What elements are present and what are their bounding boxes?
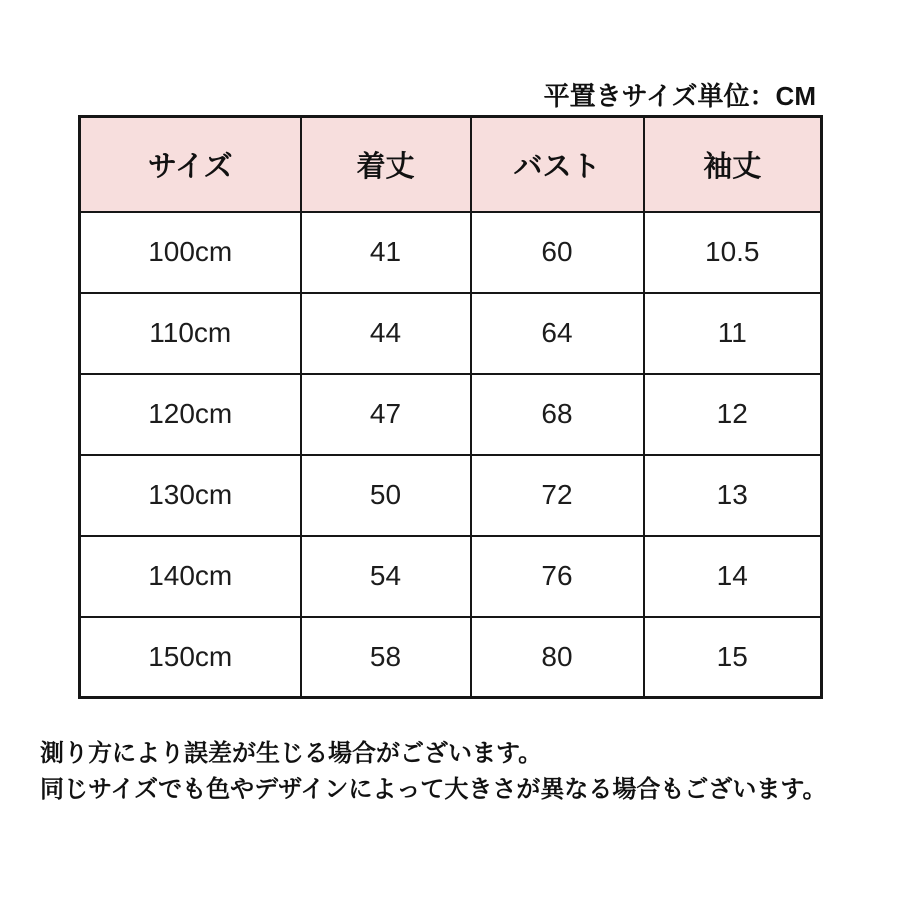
cell-body-length: 58 bbox=[301, 617, 471, 698]
table-row bbox=[80, 374, 822, 455]
cell-sleeve-length: 15 bbox=[644, 617, 822, 698]
cell-bust: 68 bbox=[471, 374, 644, 455]
cell-sleeve-length: 13 bbox=[644, 455, 822, 536]
size-chart-table bbox=[78, 115, 823, 699]
table-header-row bbox=[80, 117, 822, 212]
cell-size: 140cm bbox=[80, 536, 301, 617]
cell-bust: 72 bbox=[471, 455, 644, 536]
cell-body-length: 44 bbox=[301, 293, 471, 374]
table-row bbox=[80, 293, 822, 374]
header-body-length: 着丈 bbox=[301, 117, 471, 212]
cell-size: 100cm bbox=[80, 212, 301, 293]
cell-size: 110cm bbox=[80, 293, 301, 374]
unit-note: 平置きサイズ単位：CM bbox=[543, 81, 816, 111]
note-line-1: 測り方により誤差が生じる場合がございます。 bbox=[40, 740, 543, 767]
note-line-2: 同じサイズでも色やデザインによって大きさが異なる場合もございます。 bbox=[40, 776, 827, 803]
cell-size: 150cm bbox=[80, 617, 301, 698]
cell-sleeve-length: 12 bbox=[644, 374, 822, 455]
table-row bbox=[80, 455, 822, 536]
cell-body-length: 41 bbox=[301, 212, 471, 293]
cell-sleeve-length: 11 bbox=[644, 293, 822, 374]
header-bust: バスト bbox=[471, 117, 644, 212]
cell-bust: 76 bbox=[471, 536, 644, 617]
table-row bbox=[80, 617, 822, 698]
table-row bbox=[80, 212, 822, 293]
cell-sleeve-length: 14 bbox=[644, 536, 822, 617]
cell-size: 130cm bbox=[80, 455, 301, 536]
cell-size: 120cm bbox=[80, 374, 301, 455]
cell-body-length: 54 bbox=[301, 536, 471, 617]
cell-bust: 64 bbox=[471, 293, 644, 374]
cell-bust: 80 bbox=[471, 617, 644, 698]
header-sleeve-length: 袖丈 bbox=[644, 117, 822, 212]
table-row bbox=[80, 536, 822, 617]
cell-sleeve-length: 10.5 bbox=[644, 212, 822, 293]
header-size: サイズ bbox=[80, 117, 301, 212]
cell-bust: 60 bbox=[471, 212, 644, 293]
cell-body-length: 50 bbox=[301, 455, 471, 536]
cell-body-length: 47 bbox=[301, 374, 471, 455]
measurement-notes bbox=[40, 736, 826, 808]
